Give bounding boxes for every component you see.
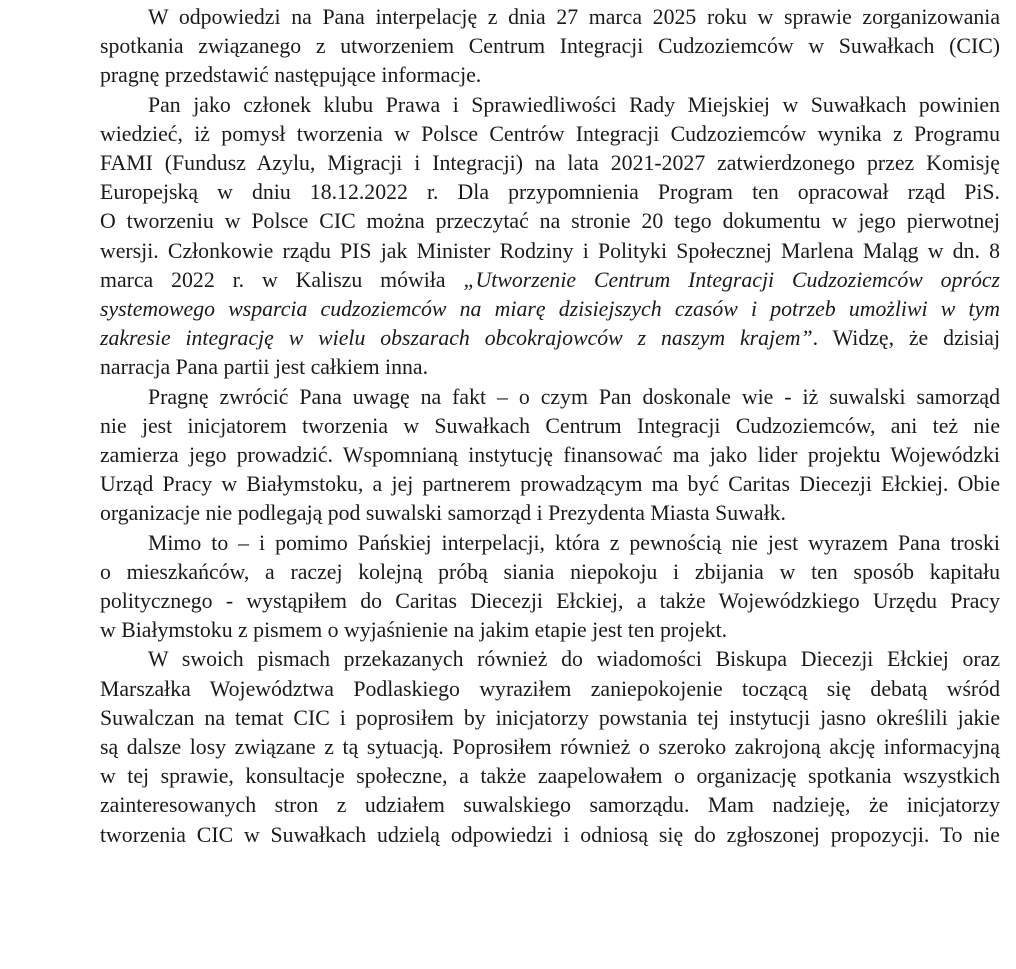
paragraph-2 xyxy=(52,91,1000,383)
quote-segment: systemowego wsparcia cudzoziemców na miarę dzisiejszych czasów i potrzeb umożliwi w tym xyxy=(100,297,1000,322)
paragraph-1 xyxy=(52,0,1000,91)
quote-segment: zakresie integrację w wielu obszarach obcokrajowców z naszym krajem” xyxy=(100,326,813,351)
text-line: Pragnę zwrócić Pana uwagę na fakt – o czym Pan doskonale wie - iż suwalski samorząd xyxy=(148,384,1000,409)
text-line: pragnę przedstawić następujące informacje. xyxy=(100,63,482,88)
quote-segment: „Utworzenie Centrum Integracji Cudzoziemców oprócz xyxy=(463,267,1001,292)
text-line: zainteresowanych stron z udziałem suwalskiego samorządu. Mam nadzieję, że inicjatorzy xyxy=(100,793,1000,818)
text-line: W odpowiedzi na Pana interpelację z dnia 27 marca 2025 roku w sprawie zorganizowania xyxy=(148,5,1000,29)
text-line: Suwalczan na temat CIC i poprosiłem by inicjatorzy powstania tej instytucji jasno określili jakie xyxy=(100,705,1000,730)
paragraph-4 xyxy=(52,529,1000,646)
text-segment: . Widzę, że dzisiaj xyxy=(812,326,1000,351)
text-line: są dalsze losy związane z tą sytuacją. Poprosiłem również o szeroko zakrojoną akcję informacyjną xyxy=(100,735,1000,760)
text-line: spotkania związanego z utworzeniem Centrum Integracji Cudzoziemców w Suwałkach (CIC) xyxy=(100,34,1000,59)
text-line: w Białymstoku z pismem o wyjaśnienie na jakim etapie jest ten projekt. xyxy=(100,618,728,643)
text-line: wersji. Członkowie rządu PIS jak Minister Rodziny i Polityki Społecznej Marlena Maląg w dn. 8 xyxy=(100,238,1000,263)
text-line: O tworzeniu w Polsce CIC można przeczytać na stronie 20 tego dokumentu w jego pierwotnej xyxy=(100,209,1000,234)
text-line: FAMI (Fundusz Azylu, Migracji i Integracji) na lata 2021-2027 zatwierdzonego przez Komisję xyxy=(100,151,1000,176)
text-line: zamierza jego prowadzić. Wspomnianą instytucję finansować ma jako lider projektu Wojewódzki xyxy=(100,443,1000,468)
text-line: organizacje nie podlegają pod suwalski samorząd i Prezydenta Miasta Suwałk. xyxy=(100,501,786,526)
text-line: tworzenia CIC w Suwałkach udzielą odpowiedzi i odniosą się do zgłoszonej propozycji. To nie xyxy=(100,822,1000,847)
text-line: Marszałka Województwa Podlaskiego wyraziłem zaniepokojenie toczącą się debatą wśród xyxy=(100,676,1000,701)
text-line: wiedzieć, iż pomysł tworzenia w Polsce Centrów Integracji Cudzoziemców wynika z Programu xyxy=(100,121,1000,146)
letter-body xyxy=(52,0,1000,850)
text-line: Europejską w dniu 18.12.2022 r. Dla przypomnienia Program ten opracował rząd PiS. xyxy=(100,180,1000,205)
text-line: Mimo to – i pomimo Pańskiej interpelacji, która z pewnością nie jest wyrazem Pana troski xyxy=(148,530,1000,555)
text-line: w tej sprawie, konsultacje społeczne, a także zaapelowałem o organizację spotkania wszystkich xyxy=(100,764,1000,789)
text-line: Urząd Pracy w Białymstoku, a jej partnerem prowadzącym ma być Caritas Diecezji Ełckiej. Obie xyxy=(100,472,1000,497)
text-line: o mieszkańców, a raczej kolejną próbą siania niepokoju i zbijania w ten sposób kapitału xyxy=(100,559,1000,584)
text-line: Pan jako członek klubu Prawa i Sprawiedliwości Rady Miejskiej w Suwałkach powinien xyxy=(148,92,1000,117)
paragraph-3 xyxy=(52,383,1000,529)
text-line-with-quote xyxy=(52,324,1000,353)
text-line: narracja Pana partii jest całkiem inna. xyxy=(100,355,429,380)
paragraph-5 xyxy=(52,645,1000,849)
text-segment: marca 2022 r. w Kaliszu mówiła xyxy=(100,267,446,292)
text-line: nie jest inicjatorem tworzenia w Suwałkach Centrum Integracji Cudzoziemców, ani też nie xyxy=(100,413,1000,438)
quote-line xyxy=(52,295,1000,324)
text-line: W swoich pismach przekazanych również do wiadomości Biskupa Diecezji Ełckiej oraz xyxy=(148,647,1000,672)
text-line: politycznego - wystąpiłem do Caritas Diecezji Ełckiej, a także Wojewódzkiego Urzędu Pracy xyxy=(100,589,1000,614)
text-line-with-quote xyxy=(52,266,1000,295)
